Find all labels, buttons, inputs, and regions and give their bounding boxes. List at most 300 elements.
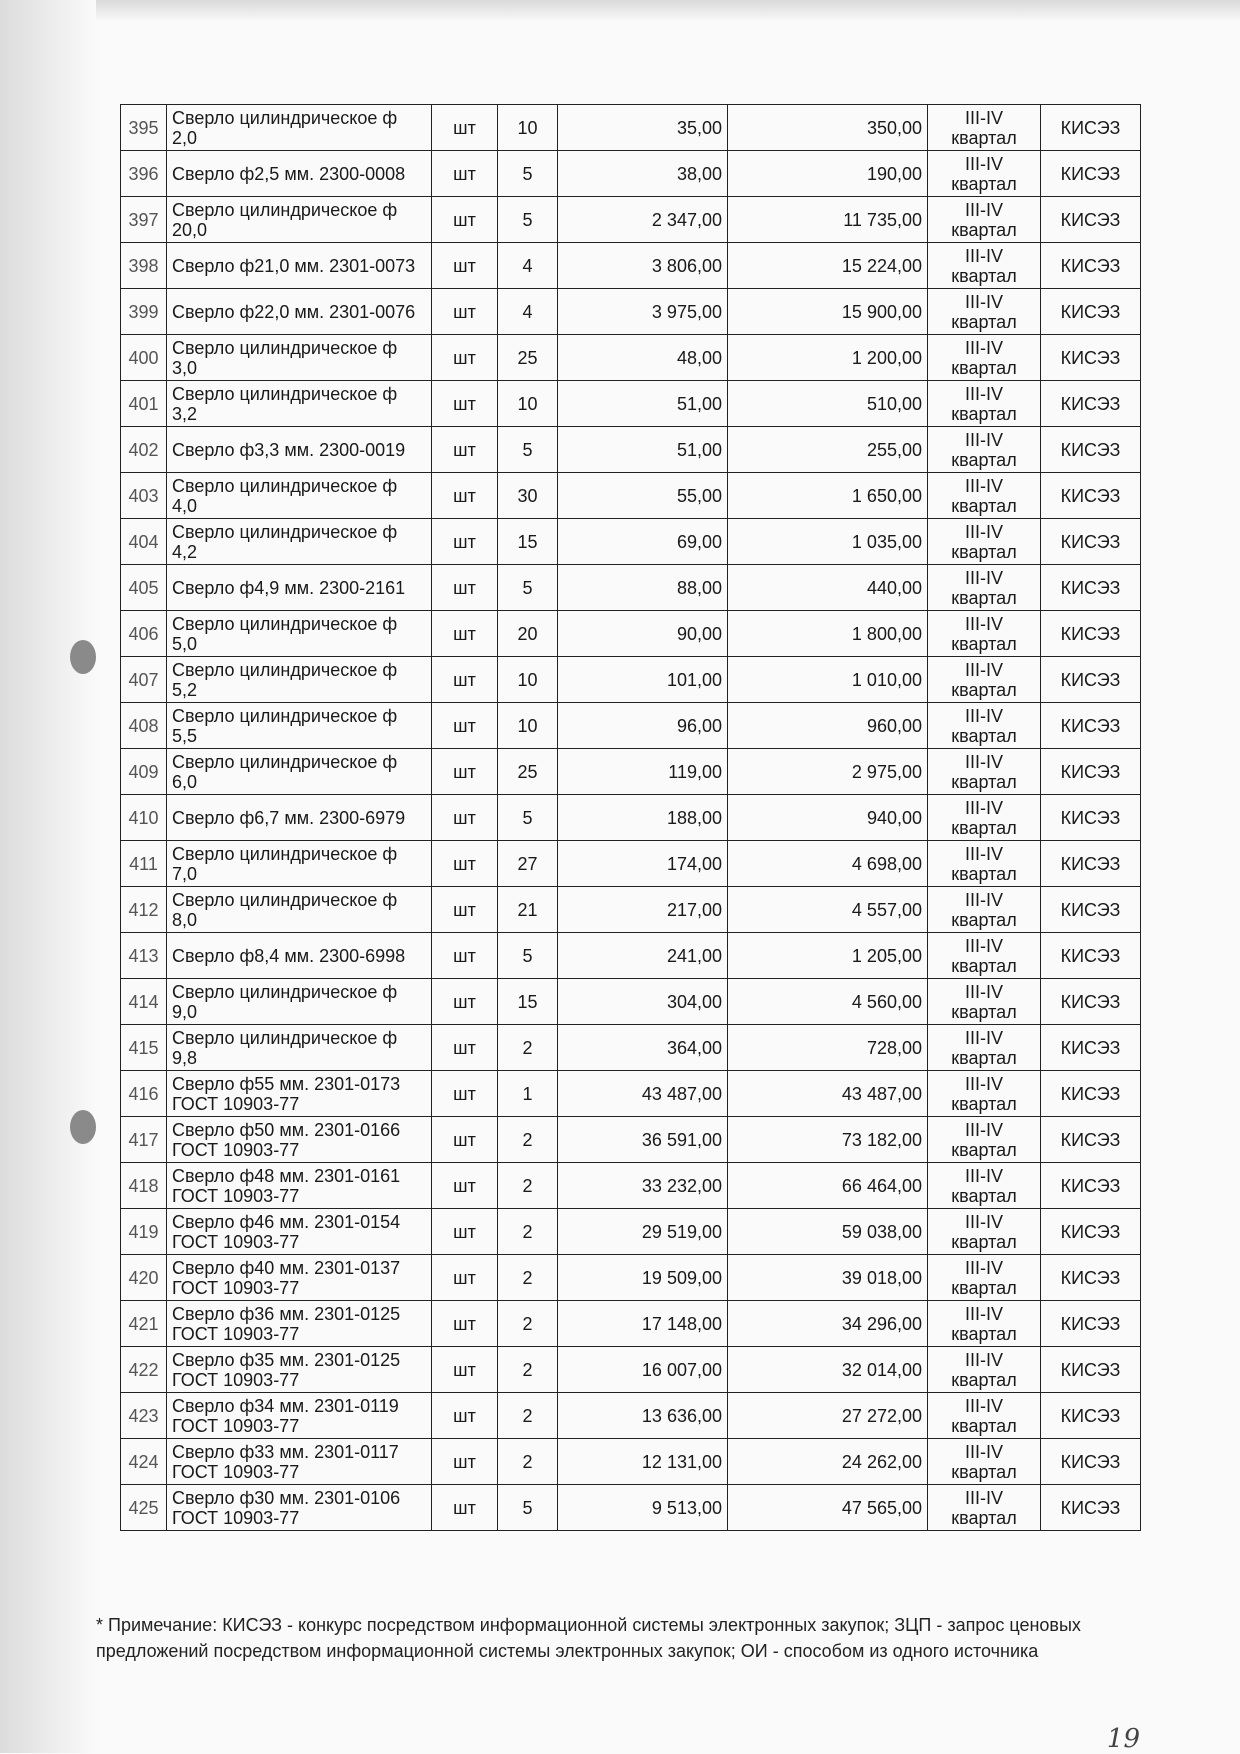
delivery-period-cell [928, 565, 1041, 611]
quantity-cell: 25 [498, 335, 558, 381]
row-number-cell: 417 [121, 1117, 167, 1163]
unit-price-cell: 88,00 [558, 565, 728, 611]
unit-cell: шт [432, 381, 498, 427]
item-name-cell: Сверло цилиндрическое ф 7,0 [167, 841, 432, 887]
row-number-cell: 423 [121, 1393, 167, 1439]
unit-price-cell: 55,00 [558, 473, 728, 519]
quantity-cell: 27 [498, 841, 558, 887]
delivery-period-line: III-IV [964, 153, 1003, 174]
unit-cell: шт [432, 1163, 498, 1209]
delivery-period-line: квартал [951, 771, 1017, 792]
delivery-period-line: квартал [951, 955, 1017, 976]
table-row [121, 105, 1141, 151]
quantity-cell: 4 [498, 289, 558, 335]
unit-cell: шт [432, 887, 498, 933]
table-row [121, 473, 1141, 519]
delivery-period-cell [928, 1071, 1041, 1117]
table-row [121, 427, 1141, 473]
row-number-cell: 400 [121, 335, 167, 381]
delivery-period-line: III-IV [964, 567, 1003, 588]
procurement-method-cell: КИСЭЗ [1041, 1117, 1141, 1163]
item-name-cell: Сверло цилиндрическое ф 5,2 [167, 657, 432, 703]
total-sum-cell: 350,00 [728, 105, 928, 151]
total-sum-cell: 1 200,00 [728, 335, 928, 381]
delivery-period-line: квартал [951, 1461, 1017, 1482]
delivery-period-line: III-IV [964, 981, 1003, 1002]
delivery-period-cell [928, 335, 1041, 381]
unit-cell: шт [432, 565, 498, 611]
procurement-method-cell: КИСЭЗ [1041, 611, 1141, 657]
quantity-cell: 5 [498, 151, 558, 197]
delivery-period-line: III-IV [964, 521, 1003, 542]
unit-price-cell: 3 975,00 [558, 289, 728, 335]
unit-cell: шт [432, 1209, 498, 1255]
item-name-cell: Сверло цилиндрическое ф 2,0 [167, 105, 432, 151]
delivery-period-line: III-IV [964, 1027, 1003, 1048]
total-sum-cell: 4 557,00 [728, 887, 928, 933]
quantity-cell: 2 [498, 1393, 558, 1439]
row-number-cell: 425 [121, 1485, 167, 1531]
total-sum-cell: 47 565,00 [728, 1485, 928, 1531]
procurement-method-cell: КИСЭЗ [1041, 979, 1141, 1025]
delivery-period-line: III-IV [964, 1165, 1003, 1186]
table-row [121, 151, 1141, 197]
unit-cell: шт [432, 1025, 498, 1071]
procurement-method-cell: КИСЭЗ [1041, 105, 1141, 151]
delivery-period-cell [928, 243, 1041, 289]
item-name-cell: Сверло цилиндрическое ф 5,5 [167, 703, 432, 749]
delivery-period-line: квартал [951, 403, 1017, 424]
unit-cell: шт [432, 1071, 498, 1117]
quantity-cell: 15 [498, 979, 558, 1025]
unit-cell: шт [432, 289, 498, 335]
unit-cell: шт [432, 473, 498, 519]
table-row [121, 795, 1141, 841]
unit-cell: шт [432, 519, 498, 565]
procurement-method-cell: КИСЭЗ [1041, 1071, 1141, 1117]
unit-cell: шт [432, 335, 498, 381]
unit-price-cell: 90,00 [558, 611, 728, 657]
table-row [121, 289, 1141, 335]
total-sum-cell: 4 560,00 [728, 979, 928, 1025]
unit-price-cell: 364,00 [558, 1025, 728, 1071]
unit-price-cell: 101,00 [558, 657, 728, 703]
delivery-period-cell [928, 1209, 1041, 1255]
quantity-cell: 5 [498, 197, 558, 243]
delivery-period-line: квартал [951, 1093, 1017, 1114]
item-name-cell: Сверло ф3,3 мм. 2300-0019 [167, 427, 432, 473]
row-number-cell: 411 [121, 841, 167, 887]
delivery-period-line: III-IV [964, 1211, 1003, 1232]
total-sum-cell: 940,00 [728, 795, 928, 841]
total-sum-cell: 255,00 [728, 427, 928, 473]
row-number-cell: 403 [121, 473, 167, 519]
item-name-cell: Сверло ф33 мм. 2301-0117 ГОСТ 10903-77 [167, 1439, 432, 1485]
unit-price-cell: 19 509,00 [558, 1255, 728, 1301]
total-sum-cell: 1 650,00 [728, 473, 928, 519]
quantity-cell: 20 [498, 611, 558, 657]
delivery-period-line: III-IV [964, 1073, 1003, 1094]
unit-cell: шт [432, 151, 498, 197]
row-number-cell: 406 [121, 611, 167, 657]
item-name-cell: Сверло ф34 мм. 2301-0119 ГОСТ 10903-77 [167, 1393, 432, 1439]
unit-cell: шт [432, 1439, 498, 1485]
delivery-period-line: III-IV [964, 291, 1003, 312]
unit-cell: шт [432, 1485, 498, 1531]
table-row [121, 519, 1141, 565]
row-number-cell: 414 [121, 979, 167, 1025]
item-name-cell: Сверло ф21,0 мм. 2301-0073 [167, 243, 432, 289]
delivery-period-cell [928, 841, 1041, 887]
procurement-method-cell: КИСЭЗ [1041, 473, 1141, 519]
delivery-period-line: квартал [951, 1231, 1017, 1252]
unit-price-cell: 96,00 [558, 703, 728, 749]
unit-price-cell: 17 148,00 [558, 1301, 728, 1347]
unit-price-cell: 12 131,00 [558, 1439, 728, 1485]
delivery-period-line: III-IV [964, 1487, 1003, 1508]
item-name-cell: Сверло ф2,5 мм. 2300-0008 [167, 151, 432, 197]
quantity-cell: 5 [498, 1485, 558, 1531]
delivery-period-line: квартал [951, 311, 1017, 332]
unit-price-cell: 217,00 [558, 887, 728, 933]
table-row [121, 381, 1141, 427]
procurement-method-cell: КИСЭЗ [1041, 151, 1141, 197]
item-name-cell: Сверло ф30 мм. 2301-0106 ГОСТ 10903-77 [167, 1485, 432, 1531]
delivery-period-cell [928, 473, 1041, 519]
delivery-period-cell [928, 1393, 1041, 1439]
unit-cell: шт [432, 1255, 498, 1301]
quantity-cell: 5 [498, 933, 558, 979]
procurement-method-cell: КИСЭЗ [1041, 197, 1141, 243]
unit-price-cell: 241,00 [558, 933, 728, 979]
delivery-period-cell [928, 887, 1041, 933]
table-row [121, 1485, 1141, 1531]
delivery-period-cell [928, 1347, 1041, 1393]
delivery-period-line: квартал [951, 1139, 1017, 1160]
quantity-cell: 21 [498, 887, 558, 933]
item-name-cell: Сверло ф8,4 мм. 2300-6998 [167, 933, 432, 979]
procurement-method-cell: КИСЭЗ [1041, 1255, 1141, 1301]
item-name-cell: Сверло ф6,7 мм. 2300-6979 [167, 795, 432, 841]
delivery-period-line: квартал [951, 1507, 1017, 1528]
delivery-period-cell [928, 519, 1041, 565]
total-sum-cell: 960,00 [728, 703, 928, 749]
delivery-period-cell [928, 611, 1041, 657]
row-number-cell: 404 [121, 519, 167, 565]
delivery-period-line: III-IV [964, 843, 1003, 864]
unit-price-cell: 9 513,00 [558, 1485, 728, 1531]
table-row [121, 933, 1141, 979]
delivery-period-line: квартал [951, 495, 1017, 516]
unit-cell: шт [432, 1117, 498, 1163]
punch-hole-lower [70, 1110, 96, 1144]
quantity-cell: 25 [498, 749, 558, 795]
total-sum-cell: 34 296,00 [728, 1301, 928, 1347]
unit-price-cell: 48,00 [558, 335, 728, 381]
total-sum-cell: 59 038,00 [728, 1209, 928, 1255]
delivery-period-cell [928, 151, 1041, 197]
item-name-cell: Сверло цилиндрическое ф 9,0 [167, 979, 432, 1025]
total-sum-cell: 190,00 [728, 151, 928, 197]
procurement-method-cell: КИСЭЗ [1041, 335, 1141, 381]
footnote: * Примечание: КИСЭЗ - конкурс посредством информационной системы электронных закупок; ЗЦП - запрос ценовых предложений посредством информационной системы электронных закупок; ОИ - способом из одного источника [96, 1615, 1081, 1661]
quantity-cell: 5 [498, 427, 558, 473]
delivery-period-line: квартал [951, 679, 1017, 700]
procurement-method-cell: КИСЭЗ [1041, 1393, 1141, 1439]
item-name-cell: Сверло ф4,9 мм. 2300-2161 [167, 565, 432, 611]
unit-price-cell: 119,00 [558, 749, 728, 795]
total-sum-cell: 43 487,00 [728, 1071, 928, 1117]
unit-price-cell: 36 591,00 [558, 1117, 728, 1163]
row-number-cell: 424 [121, 1439, 167, 1485]
total-sum-cell: 66 464,00 [728, 1163, 928, 1209]
delivery-period-cell [928, 795, 1041, 841]
total-sum-cell: 15 224,00 [728, 243, 928, 289]
delivery-period-line: квартал [951, 357, 1017, 378]
row-number-cell: 415 [121, 1025, 167, 1071]
unit-price-cell: 188,00 [558, 795, 728, 841]
unit-cell: шт [432, 749, 498, 795]
table-row [121, 1255, 1141, 1301]
unit-price-cell: 29 519,00 [558, 1209, 728, 1255]
row-number-cell: 420 [121, 1255, 167, 1301]
delivery-period-line: III-IV [964, 1119, 1003, 1140]
item-name-cell: Сверло цилиндрическое ф 3,2 [167, 381, 432, 427]
quantity-cell: 2 [498, 1255, 558, 1301]
total-sum-cell: 4 698,00 [728, 841, 928, 887]
delivery-period-line: III-IV [964, 429, 1003, 450]
delivery-period-line: III-IV [964, 1303, 1003, 1324]
procurement-method-cell: КИСЭЗ [1041, 1347, 1141, 1393]
table-row [121, 1025, 1141, 1071]
item-name-cell: Сверло цилиндрическое ф 20,0 [167, 197, 432, 243]
total-sum-cell: 1 800,00 [728, 611, 928, 657]
quantity-cell: 4 [498, 243, 558, 289]
unit-cell: шт [432, 427, 498, 473]
scan-edge-left [0, 0, 96, 1753]
delivery-period-line: III-IV [964, 475, 1003, 496]
unit-cell: шт [432, 703, 498, 749]
delivery-period-line: III-IV [964, 889, 1003, 910]
table-row [121, 749, 1141, 795]
row-number-cell: 418 [121, 1163, 167, 1209]
total-sum-cell: 1 010,00 [728, 657, 928, 703]
unit-cell: шт [432, 1347, 498, 1393]
delivery-period-line: квартал [951, 449, 1017, 470]
delivery-period-cell [928, 703, 1041, 749]
procurement-method-cell: КИСЭЗ [1041, 519, 1141, 565]
unit-price-cell: 3 806,00 [558, 243, 728, 289]
total-sum-cell: 15 900,00 [728, 289, 928, 335]
unit-cell: шт [432, 979, 498, 1025]
row-number-cell: 399 [121, 289, 167, 335]
quantity-cell: 5 [498, 565, 558, 611]
delivery-period-cell [928, 1255, 1041, 1301]
unit-cell: шт [432, 795, 498, 841]
procurement-method-cell: КИСЭЗ [1041, 289, 1141, 335]
item-name-cell: Сверло ф40 мм. 2301-0137 ГОСТ 10903-77 [167, 1255, 432, 1301]
total-sum-cell: 39 018,00 [728, 1255, 928, 1301]
item-name-cell: Сверло цилиндрическое ф 5,0 [167, 611, 432, 657]
procurement-method-cell: КИСЭЗ [1041, 841, 1141, 887]
procurement-method-cell: КИСЭЗ [1041, 1485, 1141, 1531]
delivery-period-cell [928, 749, 1041, 795]
delivery-period-line: квартал [951, 1277, 1017, 1298]
delivery-period-line: квартал [951, 541, 1017, 562]
quantity-cell: 2 [498, 1209, 558, 1255]
delivery-period-line: квартал [951, 127, 1017, 148]
procurement-method-cell: КИСЭЗ [1041, 703, 1141, 749]
delivery-period-cell [928, 1485, 1041, 1531]
delivery-period-line: квартал [951, 633, 1017, 654]
quantity-cell: 2 [498, 1117, 558, 1163]
unit-cell: шт [432, 197, 498, 243]
delivery-period-line: III-IV [964, 935, 1003, 956]
delivery-period-line: квартал [951, 587, 1017, 608]
row-number-cell: 416 [121, 1071, 167, 1117]
table-row [121, 611, 1141, 657]
row-number-cell: 419 [121, 1209, 167, 1255]
unit-cell: шт [432, 657, 498, 703]
table-row [121, 1439, 1141, 1485]
table-row [121, 887, 1141, 933]
table-row [121, 1209, 1141, 1255]
row-number-cell: 412 [121, 887, 167, 933]
delivery-period-line: квартал [951, 1369, 1017, 1390]
total-sum-cell: 1 205,00 [728, 933, 928, 979]
total-sum-cell: 27 272,00 [728, 1393, 928, 1439]
unit-price-cell: 51,00 [558, 427, 728, 473]
table-row [121, 1117, 1141, 1163]
unit-price-cell: 38,00 [558, 151, 728, 197]
quantity-cell: 2 [498, 1025, 558, 1071]
delivery-period-line: III-IV [964, 613, 1003, 634]
quantity-cell: 1 [498, 1071, 558, 1117]
row-number-cell: 407 [121, 657, 167, 703]
delivery-period-line: квартал [951, 817, 1017, 838]
procurement-method-cell: КИСЭЗ [1041, 1025, 1141, 1071]
unit-price-cell: 13 636,00 [558, 1393, 728, 1439]
total-sum-cell: 73 182,00 [728, 1117, 928, 1163]
procurement-method-cell: КИСЭЗ [1041, 381, 1141, 427]
table-row [121, 1071, 1141, 1117]
item-name-cell: Сверло ф22,0 мм. 2301-0076 [167, 289, 432, 335]
row-number-cell: 401 [121, 381, 167, 427]
procurement-method-cell: КИСЭЗ [1041, 887, 1141, 933]
delivery-period-line: III-IV [964, 705, 1003, 726]
item-name-cell: Сверло ф35 мм. 2301-0125 ГОСТ 10903-77 [167, 1347, 432, 1393]
quantity-cell: 2 [498, 1347, 558, 1393]
unit-cell: шт [432, 841, 498, 887]
unit-price-cell: 43 487,00 [558, 1071, 728, 1117]
delivery-period-line: III-IV [964, 337, 1003, 358]
item-name-cell: Сверло цилиндрическое ф 4,2 [167, 519, 432, 565]
delivery-period-cell [928, 197, 1041, 243]
row-number-cell: 395 [121, 105, 167, 151]
unit-price-cell: 174,00 [558, 841, 728, 887]
delivery-period-cell [928, 933, 1041, 979]
total-sum-cell: 32 014,00 [728, 1347, 928, 1393]
quantity-cell: 2 [498, 1163, 558, 1209]
total-sum-cell: 510,00 [728, 381, 928, 427]
delivery-period-cell [928, 427, 1041, 473]
table-row [121, 243, 1141, 289]
row-number-cell: 405 [121, 565, 167, 611]
total-sum-cell: 11 735,00 [728, 197, 928, 243]
unit-cell: шт [432, 1301, 498, 1347]
procurement-method-cell: КИСЭЗ [1041, 565, 1141, 611]
delivery-period-line: III-IV [964, 1441, 1003, 1462]
table-body [121, 105, 1141, 1531]
delivery-period-line: квартал [951, 1323, 1017, 1344]
unit-cell: шт [432, 243, 498, 289]
delivery-period-line: III-IV [964, 659, 1003, 680]
quantity-cell: 5 [498, 795, 558, 841]
total-sum-cell: 1 035,00 [728, 519, 928, 565]
row-number-cell: 402 [121, 427, 167, 473]
delivery-period-cell [928, 381, 1041, 427]
unit-price-cell: 304,00 [558, 979, 728, 1025]
table-row [121, 197, 1141, 243]
quantity-cell: 10 [498, 657, 558, 703]
total-sum-cell: 24 262,00 [728, 1439, 928, 1485]
delivery-period-line: III-IV [964, 1349, 1003, 1370]
row-number-cell: 422 [121, 1347, 167, 1393]
delivery-period-cell [928, 1163, 1041, 1209]
row-number-cell: 398 [121, 243, 167, 289]
delivery-period-line: квартал [951, 1047, 1017, 1068]
scan-edge-top [96, 0, 1240, 22]
delivery-period-cell [928, 1025, 1041, 1071]
table-row [121, 1393, 1141, 1439]
procurement-method-cell: КИСЭЗ [1041, 1439, 1141, 1485]
table-row [121, 657, 1141, 703]
unit-cell: шт [432, 611, 498, 657]
delivery-period-cell [928, 657, 1041, 703]
delivery-period-line: квартал [951, 219, 1017, 240]
delivery-period-cell [928, 1117, 1041, 1163]
item-name-cell: Сверло цилиндрическое ф 9,8 [167, 1025, 432, 1071]
procurement-method-cell: КИСЭЗ [1041, 657, 1141, 703]
delivery-period-line: квартал [951, 725, 1017, 746]
table-row [121, 979, 1141, 1025]
quantity-cell: 30 [498, 473, 558, 519]
total-sum-cell: 728,00 [728, 1025, 928, 1071]
item-name-cell: Сверло цилиндрическое ф 4,0 [167, 473, 432, 519]
row-number-cell: 413 [121, 933, 167, 979]
item-name-cell: Сверло цилиндрическое ф 6,0 [167, 749, 432, 795]
unit-cell: шт [432, 1393, 498, 1439]
unit-price-cell: 51,00 [558, 381, 728, 427]
delivery-period-cell [928, 289, 1041, 335]
delivery-period-line: квартал [951, 1001, 1017, 1022]
unit-price-cell: 69,00 [558, 519, 728, 565]
item-name-cell: Сверло ф48 мм. 2301-0161 ГОСТ 10903-77 [167, 1163, 432, 1209]
quantity-cell: 15 [498, 519, 558, 565]
unit-price-cell: 33 232,00 [558, 1163, 728, 1209]
row-number-cell: 408 [121, 703, 167, 749]
procurement-method-cell: КИСЭЗ [1041, 933, 1141, 979]
row-number-cell: 396 [121, 151, 167, 197]
delivery-period-line: квартал [951, 1185, 1017, 1206]
delivery-period-line: III-IV [964, 1395, 1003, 1416]
table-row [121, 1347, 1141, 1393]
table-row [121, 1163, 1141, 1209]
delivery-period-line: квартал [951, 173, 1017, 194]
unit-cell: шт [432, 105, 498, 151]
item-name-cell: Сверло ф36 мм. 2301-0125 ГОСТ 10903-77 [167, 1301, 432, 1347]
table-row [121, 703, 1141, 749]
